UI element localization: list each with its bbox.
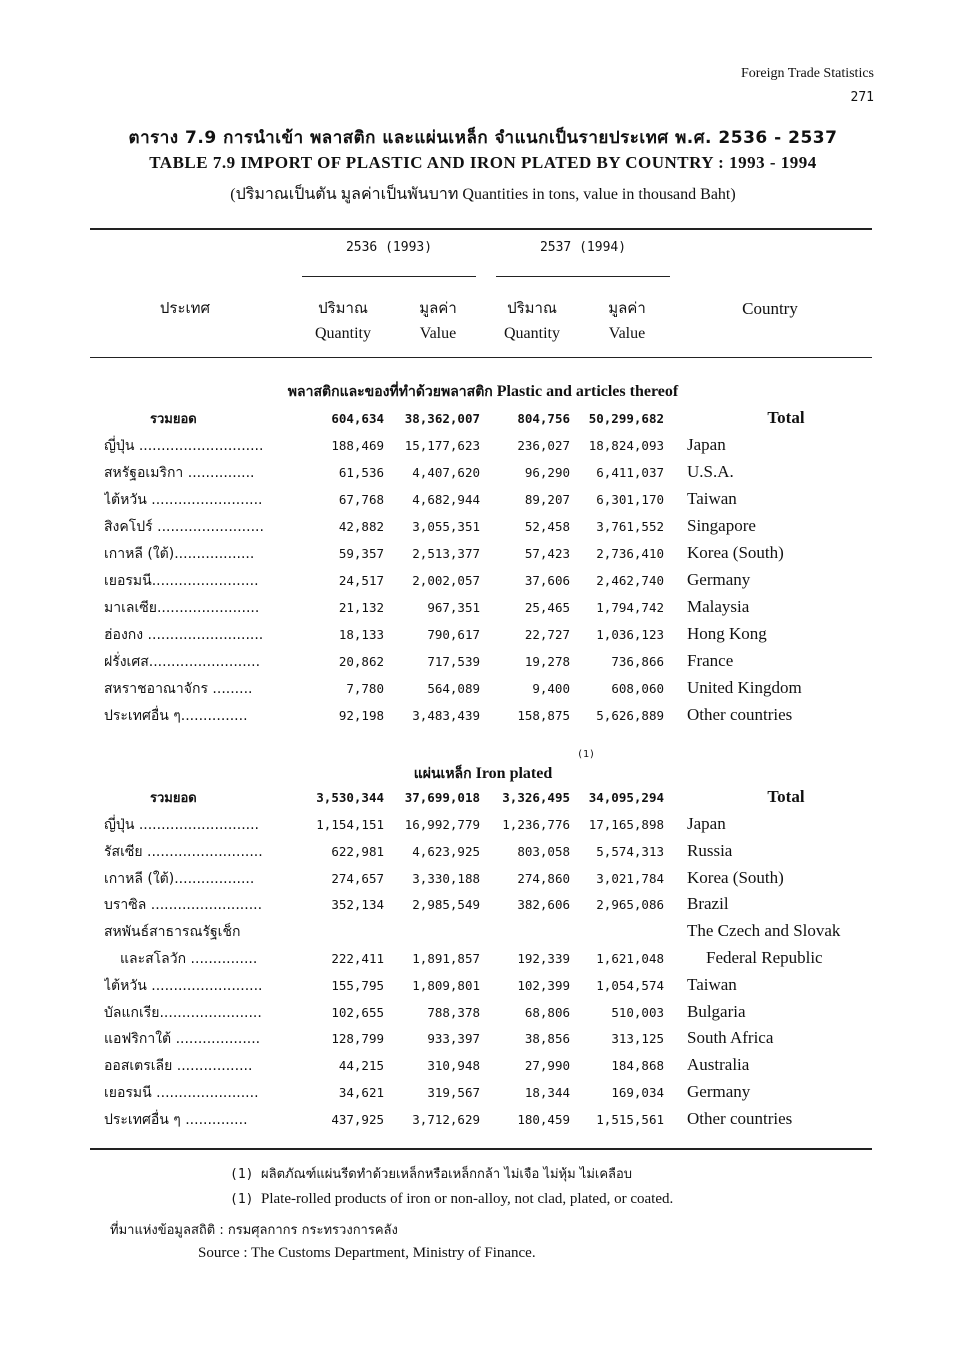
value-1993: 3,055,351 — [412, 519, 480, 534]
quantity-1993: 128,799 — [331, 1031, 384, 1047]
quantity-1993: 102,655 — [331, 1004, 384, 1020]
value-1994: 5,574,313 — [596, 843, 664, 859]
quantity-1993: 44,215 — [338, 1058, 384, 1074]
value-1994: 736,866 — [611, 654, 664, 669]
country-name-thai: ฮ่องกง .......................... — [104, 627, 264, 643]
total-value-1993: 38,362,007 — [404, 411, 480, 426]
quantity-1993: 20,862 — [338, 654, 384, 669]
value-1993: 3,712,629 — [412, 1111, 480, 1127]
quantity-1993: 222,411 — [331, 951, 384, 966]
value-1993: 3,330,188 — [412, 870, 480, 886]
quantity-1994: 89,207 — [524, 492, 570, 507]
table-row — [0, 841, 966, 868]
value-1994: 1,054,574 — [596, 977, 664, 993]
country-name-english: The Czech and Slovak — [687, 921, 841, 941]
country-name-english: Other countries — [687, 705, 793, 724]
value-1993: 4,682,944 — [412, 492, 480, 507]
total-row — [0, 787, 966, 814]
table-row — [0, 1028, 966, 1055]
year-1993-rule — [302, 276, 476, 277]
country-name-thai: เกาหลี (ใต้).................. — [104, 546, 255, 562]
total-value-1993: 37,699,018 — [404, 790, 480, 805]
country-name-thai: มาเลเซีย....................... — [104, 600, 260, 616]
total-label-english: Total — [767, 408, 805, 427]
quantity-1994: 52,458 — [524, 519, 570, 534]
table-row — [0, 1082, 966, 1109]
value-1994: 184,868 — [611, 1058, 664, 1074]
section-title-english: Iron plated — [475, 765, 553, 782]
country-name-thai: ไต้หวัน ......................... — [104, 977, 263, 994]
section-title-thai: แผ่นเหล็ก — [413, 766, 472, 782]
value-1994: 17,165,898 — [588, 817, 664, 832]
table-row — [0, 597, 966, 624]
total-label-thai: รวมยอด — [150, 791, 197, 806]
running-header: Foreign Trade Statistics — [740, 66, 874, 81]
section-title-thai: พลาสติกและของที่ทำด้วยพลาสติก — [287, 384, 493, 400]
country-name-thai: ประเทศอื่น ๆ............... — [104, 708, 248, 724]
quantity-1994: 9,400 — [532, 681, 570, 696]
country-name-english: Hong Kong — [687, 624, 767, 643]
country-name-english: Korea (South) — [687, 543, 784, 562]
value-1993: 967,351 — [427, 600, 480, 615]
total-row — [0, 408, 966, 435]
country-name-thai: เกาหลี (ใต้).................. — [104, 870, 255, 887]
value-1993: 16,992,779 — [404, 817, 480, 832]
header-bottom-rule — [90, 357, 872, 358]
quantity-1994: 803,058 — [517, 843, 570, 859]
country-name-english: Bulgaria — [687, 1001, 746, 1021]
quantity-1993: 188,469 — [331, 438, 384, 453]
quantity-1994: 18,344 — [524, 1085, 570, 1100]
value-1994: 608,060 — [611, 681, 664, 696]
value-header-1993: Value — [419, 325, 457, 342]
year-1993-header: 2536 (1993) — [345, 240, 433, 255]
footnote-text-thai: ผลิตภัณฑ์แผ่นรีดทำด้วยเหล็กหรือเหล็กกล้า ไม่เจือ ไม่หุ้ม ไม่เคลือบ — [260, 1167, 633, 1182]
country-name-thai: บัลแกเรีย....................... — [104, 1004, 262, 1021]
country-name-thai: ไต้หวัน ......................... — [104, 492, 263, 508]
table-row — [0, 462, 966, 489]
country-name-thai: ฝรั่งเศส......................... — [104, 654, 261, 670]
table-row — [0, 489, 966, 516]
quantity-1993: 155,795 — [331, 977, 384, 993]
table-row — [0, 1055, 966, 1082]
quantity-1993: 622,981 — [331, 843, 384, 859]
value-1993: 717,539 — [427, 654, 480, 669]
country-name-thai: ญี่ปุ่น ........................... — [104, 817, 259, 833]
country-column-header: Country — [742, 299, 798, 318]
quantity-header-1993: Quantity — [315, 325, 371, 342]
value-1994: 2,462,740 — [596, 573, 664, 588]
country-name-english: Taiwan — [687, 489, 737, 508]
value-1994: 2,736,410 — [596, 546, 664, 561]
value-1993: 1,891,857 — [412, 951, 480, 966]
year-1994-header: 2537 (1994) — [539, 240, 627, 255]
table-title-thai: ตาราง 7.9 การนำเข้า พลาสติก และแผ่นเหล็ก จำแนกเป็นรายประเทศ พ.ศ. 2536 - 2537 — [128, 128, 838, 148]
country-name-english: Japan — [687, 435, 726, 454]
value-1994: 1,621,048 — [596, 951, 664, 966]
footnote-english — [230, 1191, 673, 1208]
quantity-1993: 1,154,151 — [316, 817, 384, 832]
country-name-english: South Africa — [687, 1028, 774, 1048]
country-name-english: Germany — [687, 1082, 751, 1101]
quantity-1994: 19,278 — [524, 654, 570, 669]
country-name-thai: ออสเตรเลีย ................. — [104, 1058, 253, 1075]
quantity-1994: 27,990 — [524, 1058, 570, 1074]
table-subtitle: (ปริมาณเป็นตัน มูลค่าเป็นพันบาท Quantities in tons, value in thousand Baht) — [230, 186, 736, 203]
value-1994: 1,515,561 — [596, 1111, 664, 1127]
country-name-english: U.S.A. — [687, 462, 734, 481]
total-label-english: Total — [767, 787, 805, 806]
value-1993: 15,177,623 — [404, 438, 480, 453]
country-name-english: Russia — [687, 840, 733, 860]
source-thai: ที่มาแห่งข้อมูลสถิติ : กรมศุลกากร กระทรวงการคลัง — [110, 1223, 398, 1238]
value-1994: 169,034 — [611, 1085, 664, 1100]
country-name-english: Germany — [687, 570, 751, 589]
value-1994: 3,021,784 — [596, 870, 664, 886]
country-name-english: United Kingdom — [687, 678, 802, 697]
total-value-1994: 50,299,682 — [588, 411, 664, 426]
quantity-1994: 180,459 — [517, 1111, 570, 1127]
quantity-1994: 38,856 — [524, 1031, 570, 1047]
quantity-header-1994: Quantity — [504, 325, 560, 342]
value-1993: 319,567 — [427, 1085, 480, 1100]
value-header-thai-1993: มูลค่า — [419, 299, 457, 317]
table-row — [0, 948, 966, 975]
value-1994: 1,794,742 — [596, 600, 664, 615]
quantity-1993: 59,357 — [338, 546, 384, 561]
table-row — [0, 705, 966, 732]
quantity-1993: 34,621 — [338, 1085, 384, 1100]
country-name-english: Japan — [687, 814, 726, 833]
quantity-1994: 57,423 — [524, 546, 570, 561]
quantity-1994: 102,399 — [517, 977, 570, 993]
table-row — [0, 435, 966, 462]
country-name-english: Korea (South) — [687, 867, 784, 887]
table-row — [0, 543, 966, 570]
quantity-1994: 158,875 — [517, 708, 570, 723]
country-name-thai: และสโลวัก ............... — [120, 951, 258, 967]
value-1993: 788,378 — [427, 1004, 480, 1020]
country-name-english: Singapore — [687, 516, 756, 535]
quantity-1994: 1,236,776 — [502, 817, 570, 832]
total-value-1994: 34,095,294 — [588, 790, 664, 805]
table-row — [0, 678, 966, 705]
country-name-english: Federal Republic — [706, 948, 823, 967]
quantity-1993: 24,517 — [338, 573, 384, 588]
value-1993: 2,002,057 — [412, 573, 480, 588]
value-1994: 6,411,037 — [596, 465, 664, 480]
total-quantity-1994: 3,326,495 — [502, 790, 570, 805]
table-row — [0, 921, 966, 948]
value-1993: 564,089 — [427, 681, 480, 696]
value-header-1994: Value — [608, 325, 646, 342]
table-top-rule — [90, 228, 872, 230]
quantity-1993: 21,132 — [338, 600, 384, 615]
footnote-text-english: Plate-rolled products of iron or non-alloy, not clad, plated, or coated. — [260, 1191, 674, 1207]
value-1993: 933,397 — [427, 1031, 480, 1047]
country-name-thai: สหราชอาณาจักร ......... — [104, 681, 253, 697]
country-name-thai: สิงคโปร์ ........................ — [104, 519, 264, 535]
quantity-1994: 22,727 — [524, 627, 570, 642]
footnote-mark: (1) — [230, 1192, 254, 1207]
total-quantity-1994: 804,756 — [517, 411, 570, 426]
footnote-thai — [230, 1163, 632, 1184]
table-row — [0, 624, 966, 651]
value-1993: 2,513,377 — [412, 546, 480, 561]
value-1994: 510,003 — [611, 1004, 664, 1020]
value-1994: 2,965,086 — [596, 897, 664, 913]
quantity-1994: 37,606 — [524, 573, 570, 588]
section-title-iron — [0, 763, 966, 785]
table-row — [0, 868, 966, 895]
value-1994: 18,824,093 — [588, 438, 664, 453]
value-header-thai-1994: มูลค่า — [608, 299, 646, 317]
quantity-1994: 274,860 — [517, 870, 570, 886]
value-1994: 6,301,170 — [596, 492, 664, 507]
quantity-1994: 192,339 — [517, 951, 570, 966]
quantity-1993: 92,198 — [338, 708, 384, 723]
quantity-1994: 96,290 — [524, 465, 570, 480]
table-row — [0, 1002, 966, 1029]
quantity-1993: 7,780 — [346, 681, 384, 696]
quantity-1993: 274,657 — [331, 870, 384, 886]
value-1993: 4,407,620 — [412, 465, 480, 480]
quantity-header-thai-1994: ปริมาณ — [507, 299, 557, 317]
country-name-english: Malaysia — [687, 597, 750, 616]
table-row — [0, 570, 966, 597]
table-bottom-rule — [90, 1148, 872, 1150]
table-title-english: TABLE 7.9 IMPORT OF PLASTIC AND IRON PLATED BY COUNTRY : 1993 - 1994 — [149, 153, 817, 172]
country-name-thai: ญี่ปุ่น ............................ — [104, 438, 264, 454]
country-name-thai: สหพันธ์สาธารณรัฐเช็ก — [104, 924, 241, 941]
quantity-1993: 67,768 — [338, 492, 384, 507]
value-1993: 310,948 — [427, 1058, 480, 1074]
table-row — [0, 516, 966, 543]
value-1994: 313,125 — [611, 1031, 664, 1047]
table-row — [0, 651, 966, 678]
footnote-mark: (1) — [230, 1167, 254, 1182]
value-1994: 5,626,889 — [596, 708, 664, 723]
footnote-marker: (1) — [577, 749, 596, 760]
country-name-thai: บราซิล ......................... — [104, 897, 263, 914]
table-row — [0, 814, 966, 841]
value-1993: 1,809,801 — [412, 977, 480, 993]
quantity-1993: 42,882 — [338, 519, 384, 534]
table-row — [0, 975, 966, 1002]
page-number: 271 — [850, 90, 874, 105]
country-name-thai: เยอรมนี........................ — [104, 573, 259, 589]
total-quantity-1993: 3,530,344 — [316, 790, 384, 805]
table-row — [0, 894, 966, 921]
country-name-english: Taiwan — [687, 974, 737, 994]
total-label-thai: รวมยอด — [150, 412, 197, 427]
table-row — [0, 1109, 966, 1136]
country-name-thai: แอฟริกาใต้ ................... — [104, 1031, 261, 1048]
quantity-1993: 61,536 — [338, 465, 384, 480]
country-name-english: France — [687, 651, 734, 670]
value-1993: 2,985,549 — [412, 897, 480, 913]
quantity-1994: 68,806 — [524, 1004, 570, 1020]
country-name-english: Australia — [687, 1055, 750, 1075]
country-name-thai: สหรัฐอเมริกา ............... — [104, 465, 255, 481]
value-1994: 1,036,123 — [596, 627, 664, 642]
quantity-1994: 25,465 — [524, 600, 570, 615]
country-name-thai: รัสเซีย .......................... — [104, 843, 263, 860]
country-name-english: Other countries — [687, 1108, 793, 1128]
quantity-1994: 236,027 — [517, 438, 570, 453]
value-1993: 3,483,439 — [412, 708, 480, 723]
country-name-thai: เยอรมนี ....................... — [104, 1085, 259, 1101]
quantity-1994: 382,606 — [517, 897, 570, 913]
country-name-thai: ประเทศอื่น ๆ .............. — [104, 1111, 248, 1128]
total-quantity-1993: 604,634 — [331, 411, 384, 426]
country-column-header-thai: ประเทศ — [159, 299, 211, 317]
section-title-english: Plastic and articles thereof — [496, 383, 679, 400]
source-english: Source : The Customs Department, Ministry of Finance. — [198, 1245, 536, 1261]
country-name-english: Brazil — [687, 894, 729, 914]
value-1993: 790,617 — [427, 627, 480, 642]
section-title-plastic — [0, 381, 966, 403]
quantity-1993: 352,134 — [331, 897, 384, 913]
quantity-header-thai-1993: ปริมาณ — [318, 299, 368, 317]
value-1994: 3,761,552 — [596, 519, 664, 534]
year-1994-rule — [496, 276, 670, 277]
value-1993: 4,623,925 — [412, 843, 480, 859]
quantity-1993: 437,925 — [331, 1111, 384, 1127]
quantity-1993: 18,133 — [338, 627, 384, 642]
